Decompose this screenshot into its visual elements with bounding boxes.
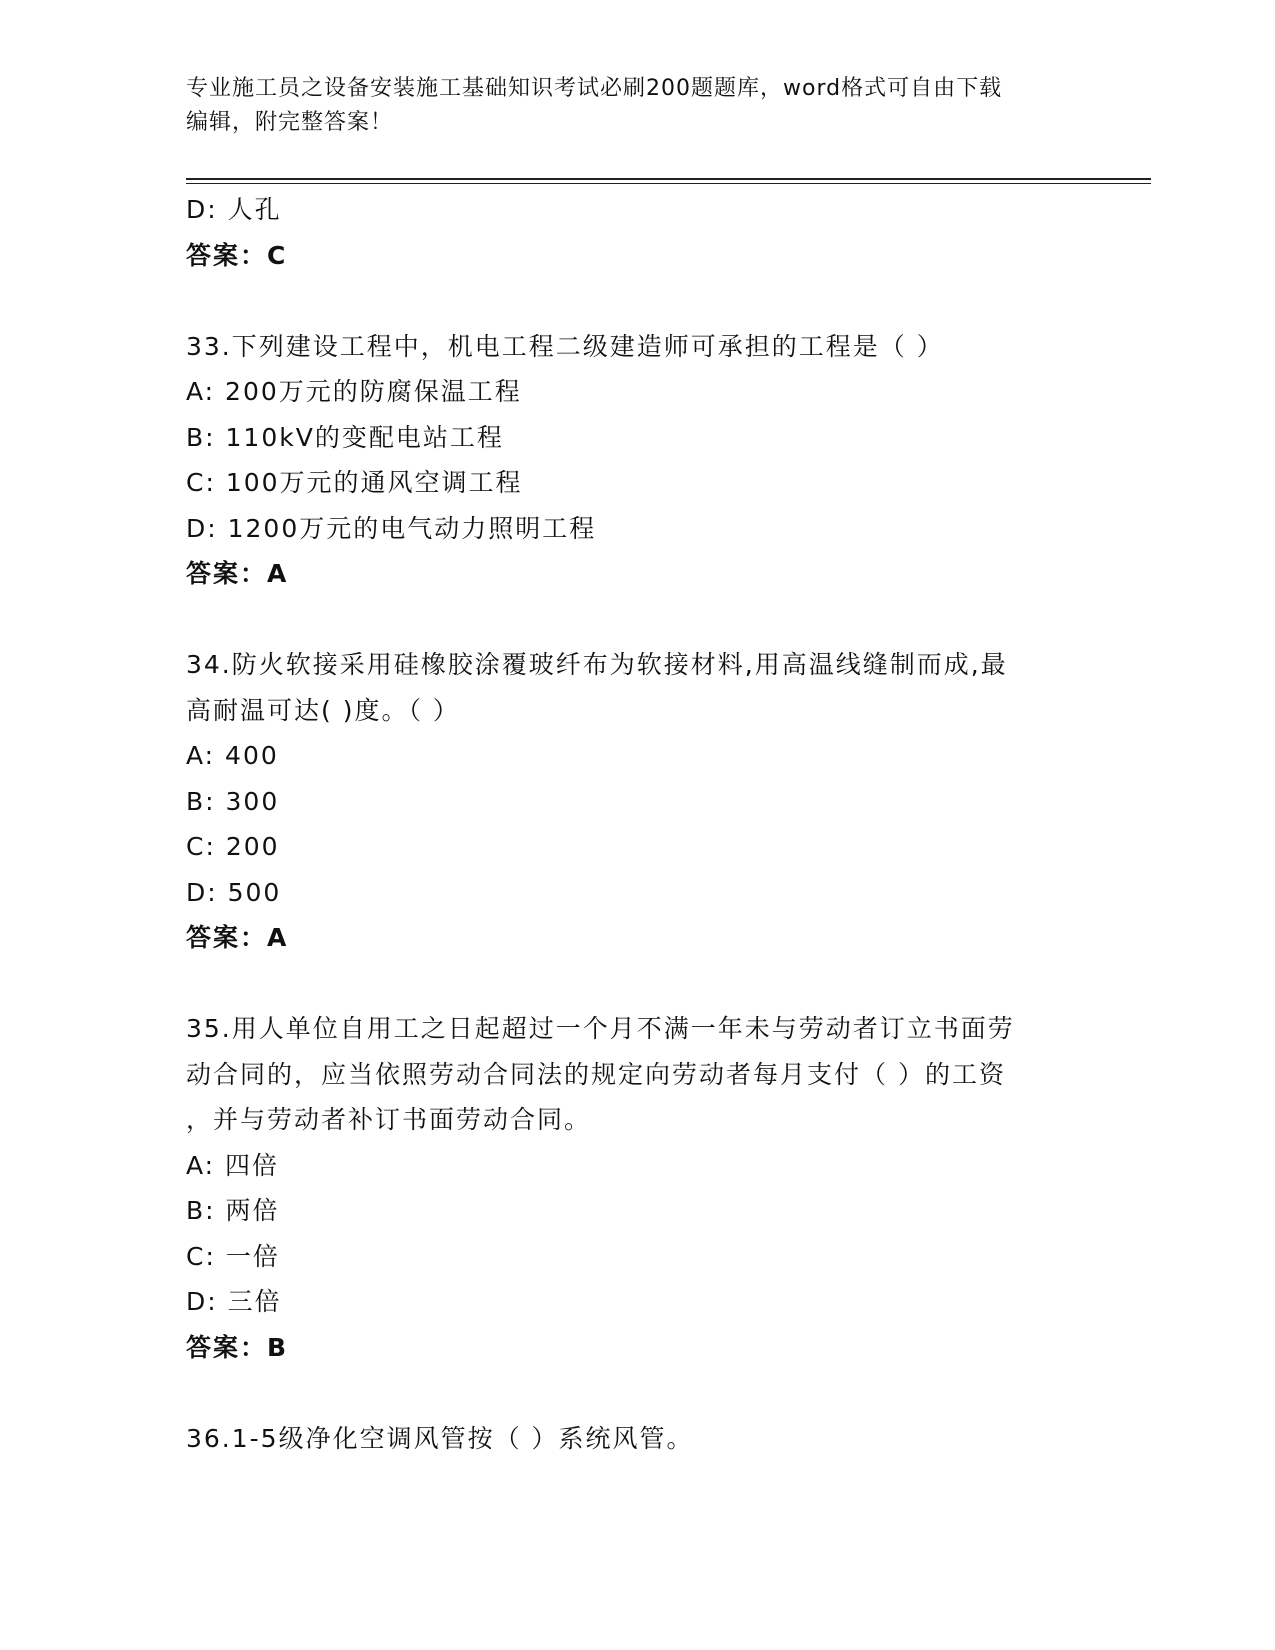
answer: 答案：C: [186, 240, 288, 270]
option-a: A: 四倍: [186, 1150, 280, 1180]
option-b: B: 两倍: [186, 1196, 280, 1225]
question-stem: 36.1-5级净化空调风管按（ ）系统风管。: [186, 1423, 694, 1453]
answer: 答案：A: [186, 923, 289, 952]
option-d: D: 500: [186, 877, 282, 907]
question-stem: 33.下列建设工程中，机电工程二级建造师可承担的工程是（ ）: [186, 331, 944, 361]
option-c: C: 100万元的通风空调工程: [186, 468, 523, 497]
option-b: B: 300: [186, 786, 280, 816]
question-stem: 34.防火软接采用硅橡胶涂覆玻纤布为软接材料,用高温线缝制而成,最: [186, 650, 1008, 679]
answer: 答案：A: [186, 559, 289, 588]
option-c: C: 一倍: [186, 1241, 280, 1271]
header-divider-thick: [186, 178, 1151, 180]
header-line-1: 专业施工员之设备安装施工基础知识考试必刷200题题库，word格式可自由下载: [186, 76, 1003, 101]
question-stem: 35.用人单位自用工之日起超过一个月不满一年未与劳动者订立书面劳: [186, 1014, 1015, 1043]
option-d: D: 人孔: [186, 195, 282, 224]
option-d: D: 1200万元的电气动力照明工程: [186, 513, 597, 543]
question-stem-continued: 高耐温可达( )度。（ ）: [186, 695, 460, 725]
option-a: A: 200万元的防腐保温工程: [186, 377, 522, 406]
question-36: [186, 1416, 1086, 1462]
answer: 答案：B: [186, 1332, 289, 1362]
header-line-2: 编辑，附完整答案！: [186, 110, 394, 135]
document-header: [186, 72, 1066, 140]
question-stem-continued: ，并与劳动者补订书面劳动合同。: [186, 1105, 592, 1134]
option-a: A: 400: [186, 741, 279, 770]
question-35: [186, 1006, 1086, 1370]
option-d: D: 三倍: [186, 1287, 282, 1316]
option-c: C: 200: [186, 832, 280, 861]
header-divider-thin: [186, 183, 1151, 184]
question-33: [186, 324, 1086, 597]
question-stem-continued: 动合同的，应当依照劳动合同法的规定向劳动者每月支付（ ）的工资: [186, 1059, 1006, 1089]
option-b: B: 110kV的变配电站工程: [186, 422, 504, 452]
question-list: [186, 187, 1086, 1461]
question-34: [186, 642, 1086, 961]
